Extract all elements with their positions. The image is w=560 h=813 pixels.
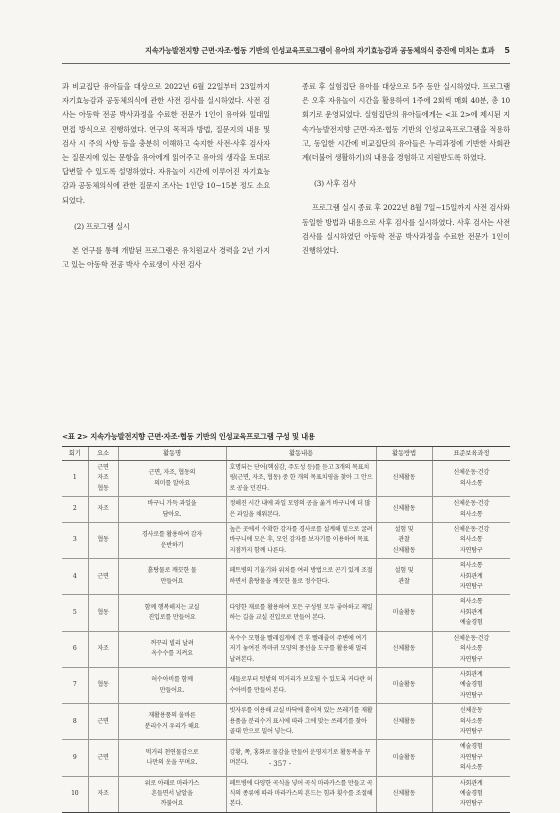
section-heading-program: (2) 프로그램 실시 (74, 221, 130, 231)
header-element: 요소 (88, 447, 118, 461)
cell-activity-name: 함께 행복해지는 교실 진입로를 만들어요 (118, 595, 226, 631)
cell-element: 근면 (88, 704, 118, 740)
cell-curriculum: 예술경험 자연탐구 의사소통 (432, 740, 510, 776)
cell-element: 협동 (88, 523, 118, 559)
table-row (62, 497, 510, 523)
cell-method: 설험 및 관찰 신체활동 (376, 523, 432, 559)
cell-activity-content: 새들로부터 텃밭의 먹거리가 보호될 수 있도록 커다란 허수아비를 만들어 본다. (226, 667, 376, 703)
table-row (62, 704, 510, 740)
cell-activity-name: 허수아비를 함께 만들어요. (118, 667, 226, 703)
cell-method: 신체활동 (376, 776, 432, 812)
cell-element: 협동 (88, 667, 118, 703)
cell-method: 신체활동 (376, 461, 432, 497)
running-header-page-number: 5 (504, 46, 510, 55)
cell-curriculum: 사회관계 예술경험 자연탐구 (432, 667, 510, 703)
cell-curriculum: 의사소통 사회관계 자연탐구 (432, 559, 510, 595)
header-curriculum: 표준보육과정 (432, 447, 510, 461)
cell-activity-content: 빗자루를 이용해 교실 바닥에 흩어져 있는 쓰레기를 재활용품을 분리수거 표시에 따라 그에 맞는 쓰레기를 찾아 골대 안으로 밀어 넣는다. (226, 704, 376, 740)
running-header (62, 42, 510, 59)
cell-activity-name: 흙탕물로 깨끗한 물 만들어요 (118, 559, 226, 595)
cell-method: 미술활동 (376, 595, 432, 631)
cell-activity-content: 호명되는 단어(핵심감, 주도성 등)를 듣고 3개의 목표치핑(근면, 자조, 협동) 중 한 개의 목표치핑을 찾아 그 안으로 공을 던진다. (226, 461, 376, 497)
left-column (62, 80, 270, 272)
cell-activity-name: 위로 아래로 마라카스 흔들면서 날알을 까불어요 (118, 776, 226, 812)
cell-element: 자조 (88, 631, 118, 667)
cell-curriculum: 신체운동·건강 의사소통 (432, 461, 510, 497)
cell-element: 근면 (88, 559, 118, 595)
table-header-row (62, 447, 510, 461)
running-header-title: 지속가능발전지향 근면·자조·협동 기반의 인성교육프로그램이 유아의 자기효능감과 공동체의식 증진에 미치는 효과 (144, 45, 495, 55)
cell-activity-content: 강황, 쪽, 홍화로 물감을 만들어 운영지기로 활동복을 꾸며본다. (226, 740, 376, 776)
body-columns (62, 80, 510, 272)
cell-curriculum: 의사소통 사회관계 예술경험 (432, 595, 510, 631)
cell-session: 2 (62, 497, 88, 523)
cell-session: 3 (62, 523, 88, 559)
cell-activity-name: 재활용품의 올바른 분리수거 우리가 해요 (118, 704, 226, 740)
cell-activity-name: 근면, 자조, 협동의 의미를 알아요 (118, 461, 226, 497)
table-row (62, 559, 510, 595)
cell-element: 근면 자조 협동 (88, 461, 118, 497)
cell-curriculum: 신체운동·건강 의사소통 (432, 497, 510, 523)
cell-activity-content: 옥수수 모형을 빨래집게에 건 후 빨래줄이 주변에 여기 저기 놓여진 까마귀 모양의 풍선을 도구를 활용해 멀리 날려본다. (226, 631, 376, 667)
cell-curriculum: 신체운동·건강 의사소통 자연탐구 (432, 523, 510, 559)
right-paragraph-1: 종료 후 실험집단 유아를 대상으로 5주 동안 실시하였다. 프로그램은 오후 자유놀이 시간을 활용하여 1주에 2회씩 매회 40분, 총 10회기로 운영되었다. 실험집단의 유아들에게는 <표 2>에 제시된 지속가능발전지향 근면·자조·협동 기반의 인성교육프로그램을 적용하고, 동일한 시간에 비교집단의 유아들은 누리과정에 기반한 사회관계(더불어 생활하기)의 내용을 경험하고 지원받도록 하였다. (302, 82, 510, 163)
cell-session: 1 (62, 461, 88, 497)
header-session: 회기 (62, 447, 88, 461)
table-row (62, 523, 510, 559)
cell-method: 미술활동 (376, 740, 432, 776)
cell-element: 근면 (88, 740, 118, 776)
table-caption: <표 2> 지속가능발전지향 근면·자조·협동 기반의 인성교육프로그램 구성 및 내용 (62, 432, 315, 441)
cell-session: 9 (62, 740, 88, 776)
cell-activity-name: 바구니 가득 과일을 담아요. (118, 497, 226, 523)
cell-session: 10 (62, 776, 88, 812)
cell-curriculum: 신체운동 의사소통 자연탐구 (432, 704, 510, 740)
cell-activity-content: 페트병에 다양한 곡식을 넣어 곡식 마라카스를 만들고 곡식의 종류에 따라 마라카스의 흔드는 힘과 횟수를 조절해 본다. (226, 776, 376, 812)
cell-activity-name: 경사로를 활용하여 감자 운반하기 (118, 523, 226, 559)
cell-session: 7 (62, 667, 88, 703)
table-row (62, 631, 510, 667)
table-row (62, 740, 510, 776)
cell-element: 자조 (88, 776, 118, 812)
cell-curriculum: 사회관계 예술경험 자연탐구 (432, 776, 510, 812)
cell-method: 미술활동 (376, 667, 432, 703)
cell-curriculum: 신체운동·건강 의사소통 자연탐구 (432, 631, 510, 667)
cell-element: 자조 (88, 497, 118, 523)
table-row (62, 776, 510, 812)
header-rule (62, 63, 510, 64)
cell-method: 설험 및 관찰 (376, 559, 432, 595)
page-footer: - 357 - (268, 760, 292, 768)
cell-activity-content: 높은 곳에서 수확한 감자를 경사로를 설계해 밑으로 굴려 바구니에 모은 후, 모인 감자를 보자기를 이용하여 목표지점까지 함께 나른다. (226, 523, 376, 559)
header-activity-content: 활동내용 (226, 447, 376, 461)
section-heading-posttest: (3) 사후 검사 (314, 179, 356, 189)
table-row (62, 667, 510, 703)
table-row (62, 461, 510, 497)
cell-session: 4 (62, 559, 88, 595)
cell-method: 신체활동 (376, 704, 432, 740)
right-column (302, 80, 510, 272)
cell-activity-content: 페트병의 기울기와 위치를 여러 방법으로 곤기 있게 조절하면서 흙탕물을 깨끗한 물로 정수한다. (226, 559, 376, 595)
cell-session: 6 (62, 631, 88, 667)
header-activity-name: 활동명 (118, 447, 226, 461)
cell-element: 협동 (88, 595, 118, 631)
cell-session: 5 (62, 595, 88, 631)
left-paragraph-2: 본 연구를 통해 개발된 프로그램은 유치원교사 경력을 2년 가지고 있는 아동학 전공 박사 수료생이 사전 검사 (62, 246, 270, 270)
left-paragraph-1: 과 비교집단 유아들을 대상으로 2022년 6월 22일부터 23일까지 자기효능감과 공동체의식에 관한 사전 검사를 실시하였다. 사전 검사는 아동학 전공 박사과정을 수료한 전문가 1인이 유아와 일대일 면접 방식으로 진행하였다. 연구의 목적과 방법, 질문지의 내용 및 검사 시 주의 사항 등을 충분히 이해하고 숙지한 사전-사후 검사자는 질문지에 있는 문항을 유아에게 읽어주고 유아의 생각을 토대로 답변할 수 있도록 설명하였다. 자유놀이 시간에 이루어진 자기효능감과 공동체의식에 관한 질문지 조사는 1인당 10∼15분 정도 소요되었다. (62, 82, 270, 205)
header-method: 활동방법 (376, 447, 432, 461)
cell-method: 신체활동 (376, 631, 432, 667)
right-paragraph-2: 프로그램 실시 종료 후 2022년 8월 7일∼15일까지 사전 검사와 동일한 방법과 내용으로 사후 검사를 실시하였다. 사후 검사는 사전 검사를 실시하였던 아동학 전공 박사과정을 수료한 전문가 1인이 진행하였다. (302, 203, 510, 256)
cell-activity-name: 꺼꾸리 빌리 날려 옥수수를 지켜요 (118, 631, 226, 667)
cell-activity-content: 정해진 시간 내에 과일 모양의 공을 옮겨 바구니에 더 많은 과일을 채워본다. (226, 497, 376, 523)
cell-method: 신체활동 (376, 497, 432, 523)
table-row (62, 595, 510, 631)
cell-session: 8 (62, 704, 88, 740)
cell-activity-content: 다양한 재료를 활용하여 모든 구성원 모두 좋아하고 제일 하는 길을 교실 진입로로 만들어 본다. (226, 595, 376, 631)
program-table (62, 446, 510, 813)
cell-activity-name: 먹거리 천연물감으로 나만의 옷을 꾸며요. (118, 740, 226, 776)
